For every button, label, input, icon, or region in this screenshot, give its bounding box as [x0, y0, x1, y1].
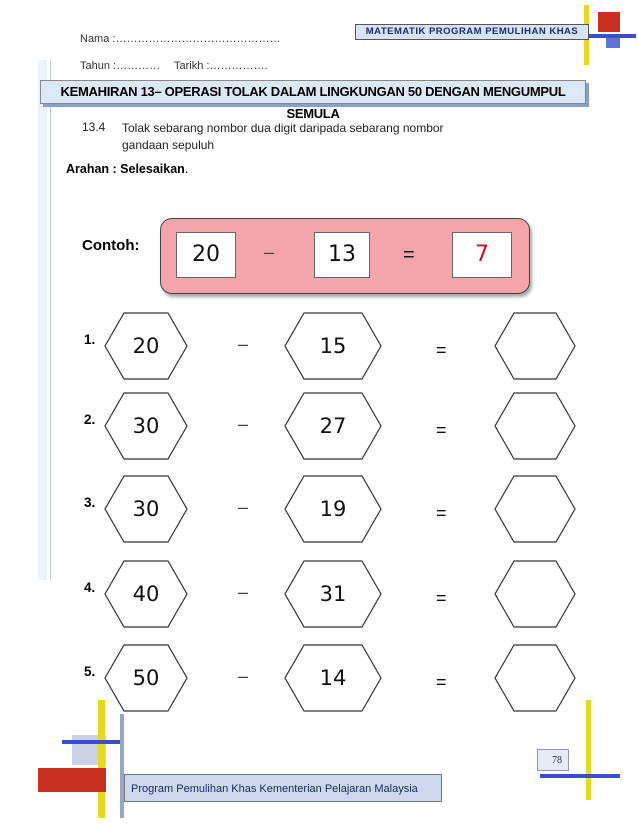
- date-field: Tarikh :…………….: [174, 60, 268, 72]
- minuend-value: 30: [132, 414, 160, 438]
- corner-decoration-square: [598, 12, 620, 32]
- question-number: 2.: [84, 412, 96, 427]
- equals-sign: =: [436, 503, 447, 523]
- example-subtrahend: 13: [314, 232, 370, 278]
- instruction: [66, 162, 188, 176]
- answer-hexagon[interactable]: [494, 312, 576, 380]
- corner-decoration-bar: [120, 714, 124, 818]
- corner-decoration-bar: [586, 700, 591, 800]
- left-margin-line: [50, 60, 51, 580]
- corner-decoration-square: [606, 36, 620, 48]
- skill-banner: [40, 80, 586, 121]
- minus-sign: –: [238, 497, 249, 517]
- corner-decoration-square: [38, 768, 106, 792]
- subtrahend-hexagon: [284, 392, 382, 460]
- subtrahend-value: 15: [319, 334, 347, 358]
- subtrahend-value: 27: [319, 414, 347, 438]
- minuend-hexagon: [104, 312, 188, 380]
- instruction-label: Arahan : Selesaikan: [66, 162, 185, 176]
- corner-decoration-bar: [62, 740, 120, 744]
- objective-text: Tolak sebarang nombor dua digit daripada sebarang nombor gandaan sepuluh: [122, 121, 444, 152]
- answer-hexagon[interactable]: [494, 392, 576, 460]
- equals-sign: =: [436, 672, 447, 692]
- page-number: 78: [537, 749, 569, 771]
- left-margin-strip: [38, 60, 47, 580]
- subtrahend-value: 31: [319, 582, 347, 606]
- minuend-value: 40: [132, 582, 160, 606]
- equals-sign: =: [436, 420, 447, 440]
- minuend-hexagon: [104, 560, 188, 628]
- subtrahend-hexagon: [284, 475, 382, 543]
- year-field: Tahun :…………: [80, 60, 161, 72]
- minuend-hexagon: [104, 644, 188, 712]
- corner-decoration-bar: [98, 700, 105, 818]
- instruction-tail: .: [184, 162, 189, 176]
- example-answer: 7: [452, 232, 512, 278]
- minus-sign: –: [238, 582, 249, 602]
- minuend-value: 30: [132, 497, 160, 521]
- minuend-hexagon: [104, 475, 188, 543]
- answer-hexagon[interactable]: [494, 475, 576, 543]
- example-minus-sign: –: [264, 242, 275, 262]
- objective-number: 13.4: [82, 120, 106, 134]
- equals-sign: =: [436, 588, 447, 608]
- answer-hexagon[interactable]: [494, 644, 576, 712]
- question-number: 4.: [84, 580, 96, 595]
- subtrahend-value: 19: [319, 497, 347, 521]
- question-number: 3.: [84, 495, 96, 510]
- skill-title: KEMAHIRAN 13– OPERASI TOLAK DALAM LINGKUNGAN 50 DENGAN MENGUMPUL SEMULA: [60, 84, 566, 121]
- corner-decoration-bar: [540, 774, 620, 778]
- example-equals-sign: =: [403, 244, 415, 266]
- program-title: MATEMATIK PROGRAM PEMULIHAN KHAS: [355, 24, 589, 40]
- minuend-value: 20: [132, 334, 160, 358]
- example-label: Contoh:: [82, 237, 140, 254]
- name-field: Nama :………………………………………: [80, 33, 281, 45]
- subtrahend-hexagon: [284, 560, 382, 628]
- minuend-hexagon: [104, 392, 188, 460]
- answer-hexagon[interactable]: [494, 560, 576, 628]
- minus-sign: –: [238, 666, 249, 686]
- question-number: 5.: [84, 664, 96, 679]
- equals-sign: =: [436, 340, 447, 360]
- minuend-value: 50: [132, 666, 160, 690]
- minus-sign: –: [238, 334, 249, 354]
- question-number: 1.: [84, 332, 96, 347]
- subtrahend-hexagon: [284, 644, 382, 712]
- minus-sign: –: [238, 414, 249, 434]
- example-minuend: 20: [176, 232, 236, 278]
- subtrahend-hexagon: [284, 312, 382, 380]
- footer: Program Pemulihan Khas Kementerian Pelajaran Malaysia: [124, 774, 442, 802]
- subtrahend-value: 14: [319, 666, 347, 690]
